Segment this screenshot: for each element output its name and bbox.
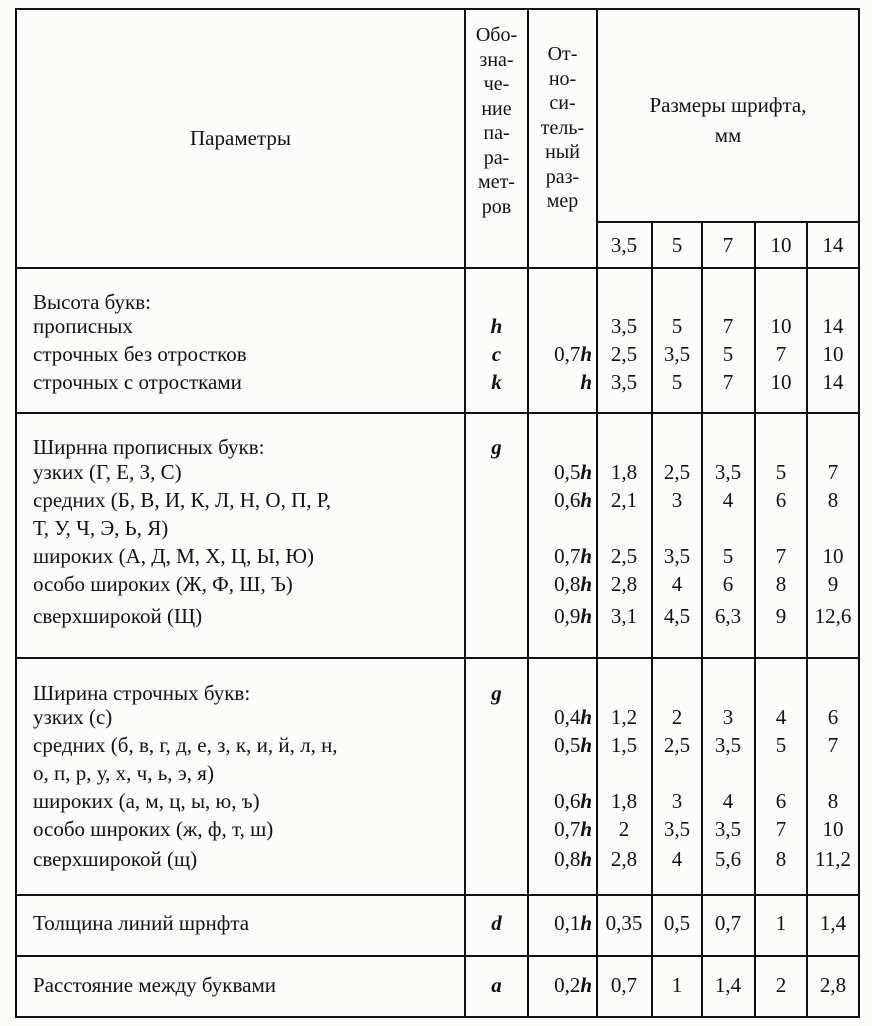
size-value-cell: 3,5 (714, 460, 742, 484)
row-label: сверхширокой (щ) (33, 847, 198, 871)
row-label: особо широких (Ж, Ф, Ш, Ъ) (33, 572, 293, 596)
size-value-cell: 2,8 (819, 973, 847, 997)
parameter-symbol: h (490, 314, 503, 338)
size-value-cell: 7 (827, 733, 839, 757)
size-value-cell: 3 (671, 488, 683, 512)
size-value-cell: 5 (671, 314, 683, 338)
size-value-cell: 10 (822, 817, 844, 841)
parameter-symbol: c (491, 342, 502, 366)
size-header-cell: 7 (722, 233, 734, 257)
size-value-cell: 3,5 (610, 314, 638, 338)
size-value-cell: 9 (827, 572, 839, 596)
size-value-cell: 14 (822, 314, 844, 338)
row-label: узких (Г, Е, З, С) (33, 460, 182, 484)
row-label: средних (Б, В, И, К, Л, Н, О, П, Р, (33, 488, 332, 512)
relative-size-cell: 0,4h (554, 705, 592, 729)
size-value-cell: 4 (775, 705, 787, 729)
size-value-cell: 4,5 (663, 604, 691, 628)
size-value-cell: 7 (775, 544, 787, 568)
size-value-cell: 5 (671, 370, 683, 394)
size-value-cell: 8 (827, 789, 839, 813)
row-label: особо шнроких (ж, ф, т, ш) (33, 817, 274, 841)
relative-size-cell: 0,7h (554, 342, 592, 366)
size-value-cell: 1 (671, 973, 683, 997)
size-value-cell: 2,5 (663, 733, 691, 757)
row-label: Высота букв: (33, 290, 152, 314)
header-font-sizes: Размеры шрифта, мм (649, 93, 807, 147)
size-header-cell: 5 (671, 233, 683, 257)
header-parameters: Параметры (190, 126, 291, 150)
row-label: Расстояние между буквами (33, 973, 276, 997)
size-value-cell: 11,2 (815, 847, 851, 871)
size-value-cell: 2,5 (663, 460, 691, 484)
size-value-cell: 0,7 (714, 911, 742, 935)
size-value-cell: 12,6 (814, 604, 852, 628)
size-value-cell: 5,6 (714, 847, 742, 871)
row-label: средних (б, в, г, д, е, з, к, и, й, л, н, (33, 733, 338, 757)
size-value-cell: 6 (722, 572, 734, 596)
relative-size-cell: 0,8h (554, 847, 592, 871)
size-value-cell: 3,5 (714, 733, 742, 757)
relative-size-cell: 0,9h (554, 604, 592, 628)
relative-size-cell: 0,7h (554, 544, 592, 568)
relative-size-cell: 0,2h (554, 973, 592, 997)
size-value-cell: 8 (775, 572, 787, 596)
size-value-cell: 2,5 (610, 342, 638, 366)
row-label: широких (а, м, ц, ы, ю, ъ) (33, 789, 260, 813)
size-value-cell: 1,8 (610, 460, 638, 484)
size-value-cell: 3,5 (663, 342, 691, 366)
relative-size-cell: 0,1h (554, 911, 592, 935)
relative-size-cell: 0,5h (554, 460, 592, 484)
row-label: Ширнна прописных букв: (33, 435, 265, 459)
size-header-cell: 14 (822, 233, 844, 257)
size-value-cell: 6,3 (714, 604, 742, 628)
size-value-cell: 1,4 (819, 911, 847, 935)
size-value-cell: 1 (775, 911, 787, 935)
parameter-symbol: k (491, 370, 502, 394)
size-value-cell: 5 (775, 733, 787, 757)
row-label: Ширина строчных букв: (33, 681, 251, 705)
relative-size-cell: h (580, 370, 592, 394)
parameter-symbol: g (491, 435, 502, 459)
row-label: Т, У, Ч, Э, Ь, Я) (33, 516, 169, 540)
size-value-cell: 4 (671, 847, 683, 871)
size-value-cell: 3,5 (663, 817, 691, 841)
size-value-cell: 10 (770, 370, 792, 394)
size-value-cell: 5 (722, 342, 734, 366)
row-label: строчных с отростками (33, 370, 242, 394)
relative-size-cell: 0,6h (554, 789, 592, 813)
size-value-cell: 3 (671, 789, 683, 813)
size-value-cell: 0,35 (605, 911, 643, 935)
size-value-cell: 0,5 (663, 911, 691, 935)
size-value-cell: 2,8 (610, 847, 638, 871)
size-value-cell: 0,7 (610, 973, 638, 997)
size-value-cell: 2 (671, 705, 683, 729)
size-value-cell: 4 (722, 488, 734, 512)
relative-size-cell: 0,8h (554, 572, 592, 596)
size-value-cell: 6 (827, 705, 839, 729)
size-value-cell: 1,2 (610, 705, 638, 729)
size-value-cell: 7 (775, 817, 787, 841)
row-label: Толщина линий шрнфта (33, 911, 250, 935)
size-header-cell: 3,5 (610, 233, 638, 257)
size-value-cell: 5 (775, 460, 787, 484)
size-value-cell: 8 (775, 847, 787, 871)
size-value-cell: 7 (827, 460, 839, 484)
size-value-cell: 2 (775, 973, 787, 997)
parameter-symbol: a (491, 973, 502, 997)
row-label: узких (с) (33, 705, 113, 729)
size-value-cell: 2,1 (610, 488, 638, 512)
relative-size-cell: 0,7h (554, 817, 592, 841)
size-value-cell: 2,5 (610, 544, 638, 568)
size-value-cell: 14 (822, 370, 844, 394)
row-label: сверхширокой (Щ) (33, 604, 203, 628)
parameter-symbol: d (491, 911, 502, 935)
header-relative-size: От- но- си- тель- ный раз- мер (540, 43, 585, 212)
size-value-cell: 3,5 (714, 817, 742, 841)
size-value-cell: 8 (827, 488, 839, 512)
size-value-cell: 6 (775, 789, 787, 813)
size-value-cell: 10 (822, 544, 844, 568)
size-value-cell: 2 (618, 817, 630, 841)
size-value-cell: 9 (775, 604, 787, 628)
size-value-cell: 1,5 (610, 733, 638, 757)
size-value-cell: 3,1 (610, 604, 638, 628)
row-label: о, п, р, у, х, ч, ь, э, я) (33, 761, 214, 785)
size-value-cell: 3,5 (663, 544, 691, 568)
size-value-cell: 7 (775, 342, 787, 366)
relative-size-cell: 0,5h (554, 733, 592, 757)
size-value-cell: 5 (722, 544, 734, 568)
size-value-cell: 4 (671, 572, 683, 596)
size-value-cell: 2,8 (610, 572, 638, 596)
size-value-cell: 7 (722, 314, 734, 338)
parameter-symbol: g (491, 681, 502, 705)
row-label: строчных без отростков (33, 342, 247, 366)
size-value-cell: 1,8 (610, 789, 638, 813)
relative-size-cell: 0,6h (554, 488, 592, 512)
header-designation: Обо- зна- че- ние па- ра- мет- ров (475, 24, 518, 218)
size-value-cell: 4 (722, 789, 734, 813)
size-value-cell: 3,5 (610, 370, 638, 394)
size-value-cell: 6 (775, 488, 787, 512)
size-value-cell: 10 (770, 314, 792, 338)
size-value-cell: 1,4 (714, 973, 742, 997)
size-value-cell: 10 (822, 342, 844, 366)
size-header-cell: 10 (770, 233, 792, 257)
row-label: прописных (33, 314, 133, 338)
size-value-cell: 3 (722, 705, 734, 729)
size-value-cell: 7 (722, 370, 734, 394)
row-label: широких (А, Д, М, Х, Ц, Ы, Ю) (33, 544, 314, 568)
